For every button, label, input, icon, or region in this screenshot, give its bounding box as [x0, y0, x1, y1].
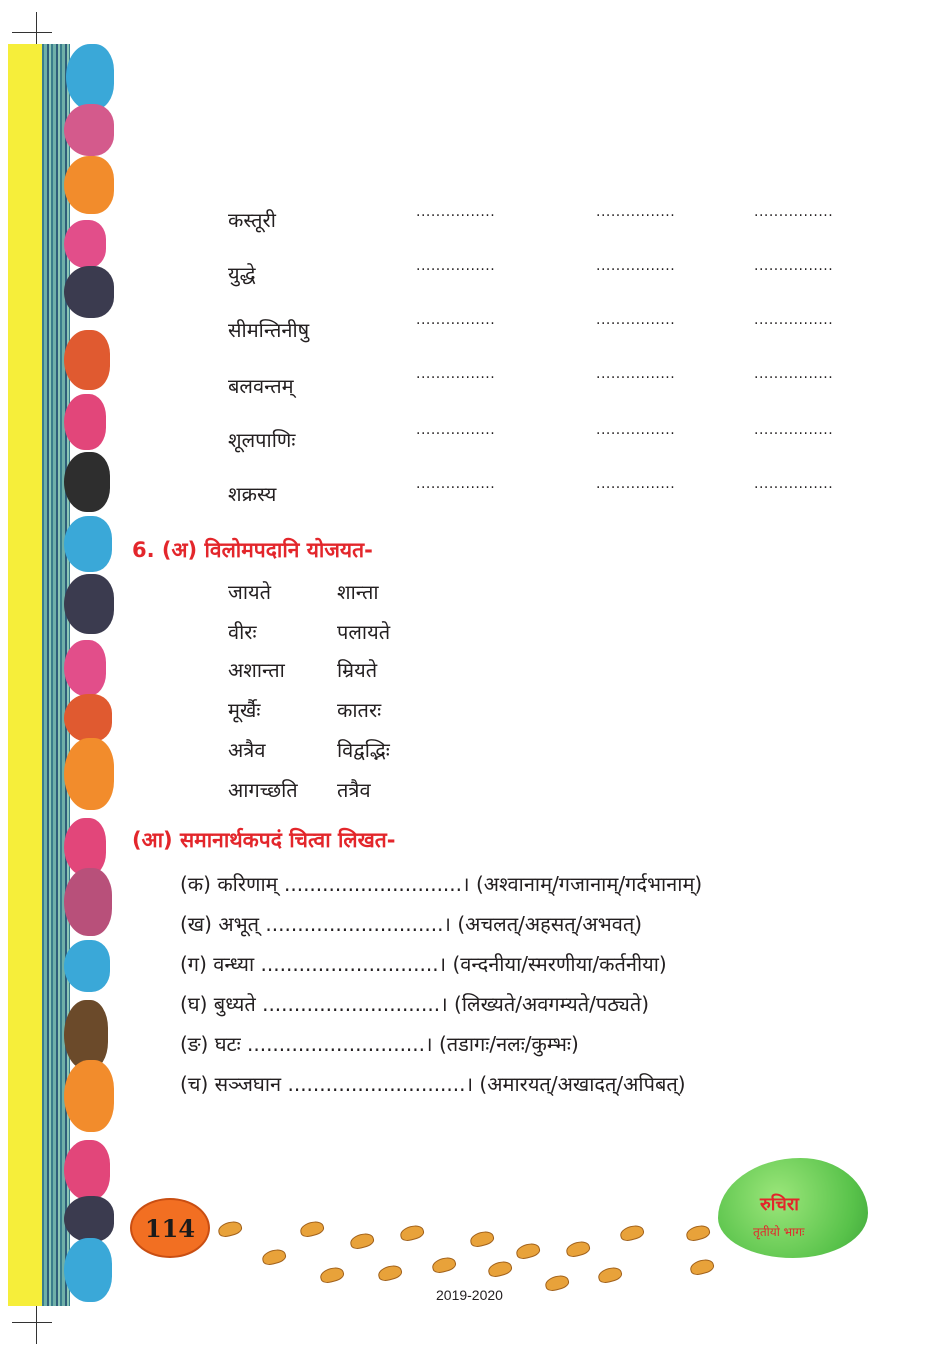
- pair-left: जायते: [228, 580, 272, 604]
- pair-right: म्रियते: [337, 658, 378, 682]
- blank-line: ................: [416, 476, 496, 492]
- row-word: युद्धे: [228, 262, 256, 286]
- blank-line: ................: [596, 366, 676, 382]
- pair-left: अशान्ता: [228, 658, 285, 682]
- book-title: रुचिरा: [760, 1194, 799, 1215]
- blank-line: ................: [754, 366, 834, 382]
- blank-line: ................: [596, 258, 676, 274]
- question-item: (ख) अभूत् ............................। (अचलत्/अहसत्/अभवत्): [180, 912, 643, 936]
- blank-line: ................: [416, 312, 496, 328]
- book-part: तृतीयो भागः: [753, 1225, 805, 1239]
- row-word: सीमन्तिनीषु: [228, 318, 310, 342]
- blank-line: ................: [416, 366, 496, 382]
- section-6-heading: 6. (अ) विलोमपदानि योजयत-: [132, 538, 373, 562]
- question-item: (ग) वन्ध्या ............................। (वन्दनीया/स्मरणीया/कर्तनीया): [180, 952, 667, 976]
- row-word: कस्तूरी: [228, 208, 276, 232]
- pair-left: आगच्छति: [228, 778, 298, 802]
- blank-line: ................: [596, 476, 676, 492]
- blank-line: ................: [754, 204, 834, 220]
- pair-right: शान्ता: [337, 580, 379, 604]
- crop-mark: [12, 32, 52, 33]
- blank-line: ................: [416, 204, 496, 220]
- blank-line: ................: [596, 204, 676, 220]
- row-word: बलवन्तम्: [228, 374, 294, 398]
- pair-right: कातरः: [337, 698, 382, 722]
- blank-line: ................: [754, 312, 834, 328]
- blank-line: ................: [754, 258, 834, 274]
- question-item: (घ) बुध्यते ............................। (लिख्यते/अवगम्यते/पठ्यते): [180, 992, 650, 1016]
- crop-mark: [36, 12, 37, 46]
- pair-right: तत्रैव: [337, 778, 371, 802]
- blank-line: ................: [416, 422, 496, 438]
- question-item: (क) करिणाम् ............................। (अश्वानाम्/गजानाम्/गर्दभानाम्): [180, 872, 703, 896]
- pair-right: विद्वद्भिः: [337, 738, 390, 762]
- pair-left: वीरः: [228, 620, 257, 644]
- question-item: (ङ) घटः ............................। (तडागः/नलः/कुम्भः): [180, 1032, 579, 1056]
- blank-line: ................: [596, 422, 676, 438]
- pair-left: मूर्खैः: [228, 698, 261, 722]
- crop-mark: [36, 1306, 37, 1344]
- crop-mark: [12, 1322, 52, 1323]
- page-number: 114: [130, 1198, 210, 1258]
- question-item: (च) सञ्जघान ............................। (अमारयत्/अखादत्/अपिबत्): [180, 1072, 686, 1096]
- blank-line: ................: [754, 422, 834, 438]
- pair-right: पलायते: [337, 620, 391, 644]
- section-aa-heading: (आ) समानार्थकपदं चित्वा लिखत-: [132, 828, 396, 852]
- pair-left: अत्रैव: [228, 738, 266, 762]
- row-word: शूलपाणिः: [228, 428, 296, 452]
- blank-line: ................: [596, 312, 676, 328]
- yellow-border-strip: [8, 44, 42, 1306]
- row-word: शक्रस्य: [228, 482, 277, 506]
- blank-line: ................: [754, 476, 834, 492]
- year-label: 2019-2020: [436, 1287, 503, 1303]
- blank-line: ................: [416, 258, 496, 274]
